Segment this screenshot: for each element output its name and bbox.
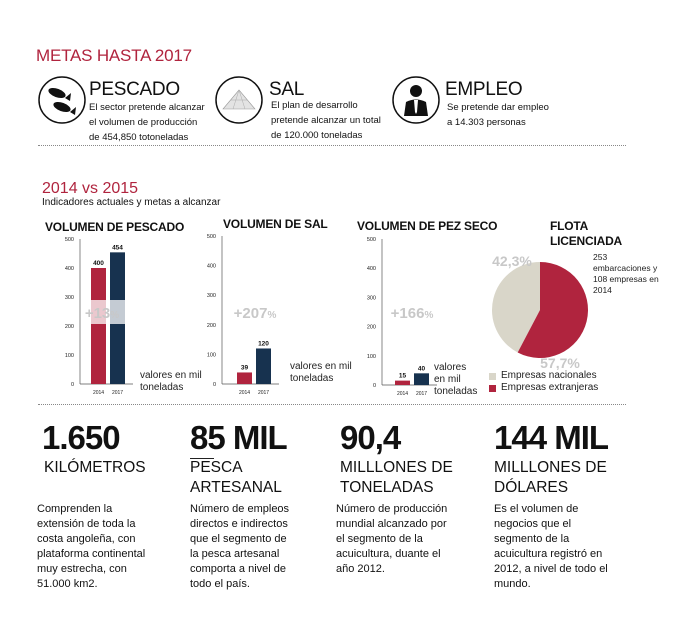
- bar-value-label: 400: [93, 260, 104, 267]
- stat-desc-line: año 2012.: [336, 563, 385, 575]
- divider: [38, 404, 626, 405]
- y-tick-label: 200: [366, 324, 376, 331]
- stat-head-line: MILLLONES DE: [340, 459, 453, 476]
- stat-desc-line: todo el país.: [190, 578, 250, 590]
- meta-title-sal: SAL: [269, 79, 305, 100]
- bar-value-label: 120: [258, 340, 269, 348]
- y-tick-label: 200: [206, 322, 216, 329]
- unit-line: valores en mil: [290, 361, 352, 372]
- pie-legend: [489, 370, 598, 394]
- stat-desc-line: la pesca artesanal: [190, 548, 280, 560]
- bar-value-label: 15: [398, 372, 407, 380]
- stat-desc-pesca: [190, 502, 289, 592]
- stat-desc-line: 51.000 km2.: [37, 578, 98, 590]
- legend-item-nacionales: [489, 370, 598, 382]
- stat-desc-dolares: [494, 502, 608, 592]
- legend-label: Empresas nacionales: [501, 370, 597, 381]
- stat-desc-line: muy estrecha, con: [37, 563, 127, 575]
- meta-line: Se pretende dar empleo: [447, 102, 549, 113]
- y-tick-label: 300: [206, 293, 216, 300]
- stat-desc-line: Comprenden la: [37, 503, 113, 515]
- pie-slice-label: 42,3%: [492, 253, 532, 269]
- legend-swatch: [489, 373, 496, 380]
- stat-desc-kilometros: [37, 502, 145, 592]
- y-tick-label: 400: [64, 266, 74, 272]
- stat-desc-line: Número de empleos: [190, 503, 290, 515]
- comparison-title: 2014 vs 2015: [42, 180, 139, 197]
- bar-value-label: 40: [417, 365, 426, 373]
- stat-head-kilometros: [44, 458, 146, 478]
- bar: [414, 373, 429, 385]
- stat-head-line: PESCA: [190, 459, 243, 476]
- unit-line: valores en mil: [434, 362, 467, 385]
- meta-line: de 120.000 toneladas: [271, 130, 363, 141]
- pie-chart: [480, 240, 600, 370]
- stat-desc-line: comporta a nivel de: [190, 563, 286, 575]
- stat-desc-line: mundial alcanzado por: [336, 518, 447, 530]
- meta-title-empleo: EMPLEO: [445, 79, 523, 100]
- stat-head-dolares: [494, 458, 607, 498]
- stat-head-line: TONELADAS: [340, 479, 434, 496]
- y-tick-label: 100: [206, 352, 216, 359]
- pie-note-line: embarcaciones y: [593, 263, 658, 273]
- change-label: +13%: [84, 305, 120, 322]
- stat-big-toneladas: 90,4: [340, 419, 401, 456]
- stat-head-toneladas: [340, 458, 453, 498]
- y-tick-label: 100: [64, 353, 74, 359]
- stat-desc-line: acuicultura registró en: [494, 548, 603, 560]
- y-tick-label: 500: [64, 237, 74, 243]
- stat-desc-line: mundo.: [494, 578, 531, 590]
- stat-desc-line: acuicultura, duante el: [336, 548, 441, 560]
- unit-line: toneladas: [434, 386, 478, 397]
- chart-title-sal: VOLUMEN DE SAL: [223, 217, 328, 231]
- y-tick-label: 300: [64, 295, 74, 301]
- stat-desc-line: el segmento de la: [336, 533, 423, 545]
- stat-desc-line: que el segmento de: [190, 533, 287, 545]
- stat-head-line: ARTESANAL: [190, 479, 282, 496]
- stat-head-line: MILLLONES DE: [494, 459, 607, 476]
- stat-desc-line: costa angoleña, con: [37, 533, 136, 545]
- stat-big-dolares: 144 MIL: [494, 419, 609, 456]
- stat-desc-line: plataforma continental: [37, 548, 146, 560]
- bar: [256, 348, 271, 384]
- pie-note-line: 108 empresas en: [593, 274, 659, 284]
- y-tick-label: 500: [366, 237, 376, 243]
- pie-note: [593, 252, 659, 296]
- change-label: +166%: [390, 305, 434, 322]
- legend-item-extranjeras: [489, 382, 598, 394]
- stat-big-kilometros: 1.650: [42, 419, 120, 456]
- stat-desc-line: extensión de toda la: [37, 518, 136, 530]
- y-tick-label: 500: [206, 234, 216, 240]
- stat-head-line: KILÓMETROS: [44, 459, 146, 476]
- metas-title: METAS HASTA 2017: [36, 46, 192, 65]
- pie-title: FLOTA LICENCIADA: [550, 219, 622, 248]
- bar: [91, 268, 106, 384]
- x-tick-label: 2014: [92, 390, 105, 396]
- meta-line: pretende alcanzar un total: [271, 115, 381, 126]
- x-tick-label: 2014: [396, 391, 409, 397]
- y-tick-label: 100: [366, 353, 376, 360]
- unit-line: toneladas: [290, 373, 334, 384]
- meta-line: el volumen de producción: [89, 117, 198, 128]
- y-tick-label: 300: [366, 295, 376, 302]
- unit-label-pez-seco: [434, 362, 478, 398]
- y-tick-label: 400: [366, 266, 376, 273]
- y-tick-label: 0: [372, 383, 376, 389]
- chart-title-pez-seco: VOLUMEN DE PEZ SECO: [357, 219, 498, 233]
- stat-desc-line: negocios que el: [494, 518, 572, 530]
- change-label: +207%: [233, 305, 277, 322]
- x-tick-label: 2017: [415, 391, 428, 397]
- stat-desc-line: Es el volumen de: [494, 503, 579, 515]
- pie-note-line: 2014: [593, 285, 612, 295]
- bar-value-label: 39: [240, 364, 249, 372]
- pie-note-line: 253: [593, 252, 608, 262]
- meta-title-pescado: PESCADO: [89, 79, 180, 100]
- unit-line: toneladas: [140, 382, 184, 393]
- unit-line: valores en mil: [140, 370, 202, 381]
- stat-desc-toneladas: [336, 502, 447, 577]
- y-tick-label: 400: [206, 263, 216, 270]
- y-tick-label: 0: [212, 382, 216, 388]
- x-tick-label: 2017: [111, 390, 124, 396]
- stat-desc-line: directos e indirectos: [190, 518, 288, 530]
- stat-big-pesca: 85 MIL: [190, 419, 287, 456]
- meta-line: a 14.303 personas: [447, 117, 526, 128]
- meta-line: de 454,850 totoneladas: [89, 132, 189, 143]
- comparison-subtitle: Indicadores actuales y metas a alcanzar: [42, 197, 221, 208]
- unit-label-pescado: [140, 370, 202, 394]
- legend-label: Empresas extranjeras: [501, 382, 599, 393]
- x-tick-label: 2017: [257, 390, 270, 396]
- stat-desc-line: segmento de la: [494, 533, 570, 545]
- bar: [237, 372, 252, 384]
- y-tick-label: 200: [64, 324, 74, 330]
- bar: [395, 381, 410, 385]
- x-tick-label: 2014: [238, 390, 251, 396]
- unit-label-sal: [290, 361, 352, 385]
- meta-line: El plan de desarrollo: [271, 100, 358, 111]
- stat-desc-line: Número de producción: [336, 503, 448, 515]
- stat-desc-line: 2012, a nivel de todo el: [494, 563, 608, 575]
- pie-slice-label: 57,7%: [540, 355, 580, 370]
- y-tick-label: 0: [70, 382, 74, 388]
- stat-head-pesca: [190, 458, 282, 498]
- chart-title-pescado: VOLUMEN DE PESCADO: [45, 220, 185, 234]
- legend-swatch: [489, 385, 496, 392]
- stat-head-line: DÓLARES: [494, 479, 569, 496]
- bar-value-label: 454: [112, 244, 123, 252]
- meta-line: El sector pretende alcanzar: [89, 102, 205, 113]
